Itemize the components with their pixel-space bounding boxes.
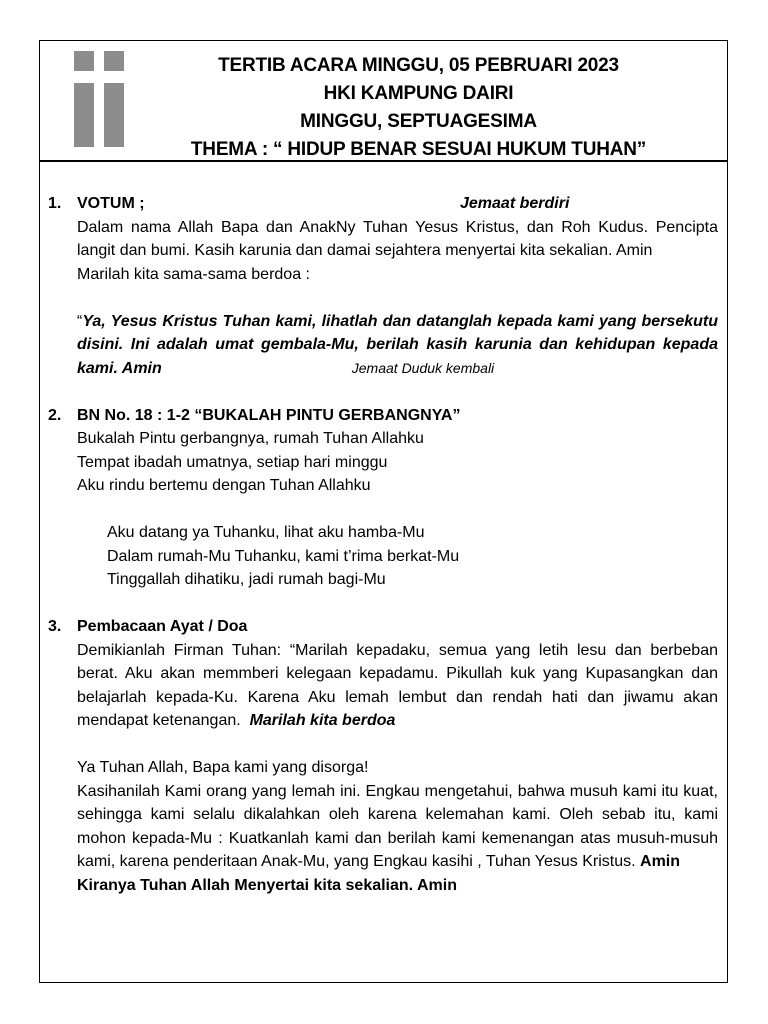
document-page xyxy=(39,40,728,983)
section-title: BN No. 18 : 1-2 “BUKALAH PINTU GERBANGNYA” xyxy=(77,406,461,424)
prayer-address: Ya Tuhan Allah, Bapa kami yang disorga! xyxy=(77,759,369,776)
votum-invitation: Marilah kita sama-sama berdoa : xyxy=(77,265,310,283)
section-votum xyxy=(48,192,718,380)
header-title xyxy=(120,52,717,164)
section-title: VOTUM ; xyxy=(77,195,145,212)
section-number: 2. xyxy=(48,406,62,424)
church-logo xyxy=(74,51,126,147)
header-theme: THEMA : “ HIDUP BENAR SESUAI HUKUM TUHAN” xyxy=(190,139,647,160)
header-line-1: TERTIB ACARA MINGGU, 05 PEBRUARI 2023 xyxy=(218,55,619,76)
reading-body: Demikianlah Firman Tuhan: “Marilah kepadaku, semua yang letih lesu dan berbeban berat. Aku akan memmberi kelegaan kepadamu. Pikullah kuk yang Kupasangkan dan belajarlah kepada-Ku. Karena Aku lemah lembut dan rendah hati dan jiwamu akan mendapat ketenangan. xyxy=(77,641,718,729)
section-number: 1. xyxy=(48,195,62,212)
section-number: 3. xyxy=(48,618,62,635)
reading-emphasis: Marilah kita berdoa xyxy=(249,712,396,729)
prayer-body-text: Kasihanilah Kami orang yang lemah ini. Engkau mengetahui, bahwa musuh kami itu kuat, sehingga kami selalu dikalahkan oleh karena kelemahan kami. Oleh sebab itu, kami mohon kepada-Mu : Kuatkanlah kami dan berilah kami kemenangan atas musuh-musuh kami, karena penderitaan Anak-Mu, yang Engkau kasihi , Tuhan Yesus Kristus. xyxy=(77,782,718,870)
hymn-line: Aku rindu bertemu dengan Tuhan Allahku xyxy=(77,477,371,494)
header-line-3: MINGGU, SEPTUAGESIMA xyxy=(300,111,537,132)
prayer-text: Ya, Yesus Kristus Tuhan kami, lihatlah dan datanglah kepada kami yang bersekutu disini. Ini adalah umat gembala-Mu, berilah kasih karunia dan kehidupan kepada kami. Amin xyxy=(77,312,718,377)
section-reading xyxy=(48,615,718,897)
hymn-verse-2 xyxy=(77,521,718,592)
section-hymn xyxy=(48,404,718,592)
hymn-line: Tempat ibadah umatnya, setiap hari minggu xyxy=(77,453,388,471)
hymn-verse-1 xyxy=(77,427,718,498)
hymn-line: Tinggallah dihatiku, jadi rumah bagi-Mu xyxy=(107,571,386,588)
prayer-amen: Amin xyxy=(640,853,681,870)
votum-prayer xyxy=(77,310,718,381)
votum-text: Dalam nama Allah Bapa dan AnakNy Tuhan Yesus Kristus, dan Roh Kudus. Pencipta langit dan bumi. Kasih karunia dan damai sejahtera menyertai kita sekalian. Amin xyxy=(77,218,718,259)
header-line-2: HKI KAMPUNG DAIRI xyxy=(323,83,514,104)
quote-mark: “ xyxy=(77,312,83,330)
section-title: Pembacaan Ayat / Doa xyxy=(77,618,248,635)
section-note-2: Jemaat Duduk kembali xyxy=(351,359,495,376)
section-note: Jemaat berdiri xyxy=(460,195,570,212)
hymn-line: Bukalah Pintu gerbangnya, rumah Tuhan Allahku xyxy=(77,430,424,447)
hymn-line: Aku datang ya Tuhanku, lihat aku hamba-Mu xyxy=(107,524,425,541)
prayer-body xyxy=(77,780,718,874)
document-body xyxy=(48,192,718,897)
logo-block xyxy=(74,83,94,147)
hymn-line: Dalam rumah-Mu Tuhanku, kami t’rima berkat-Mu xyxy=(107,547,460,565)
closing-blessing: Kiranya Tuhan Allah Menyertai kita sekalian. Amin xyxy=(77,876,457,894)
reading-text xyxy=(77,639,718,733)
logo-block xyxy=(74,51,94,71)
document-header xyxy=(40,41,727,162)
